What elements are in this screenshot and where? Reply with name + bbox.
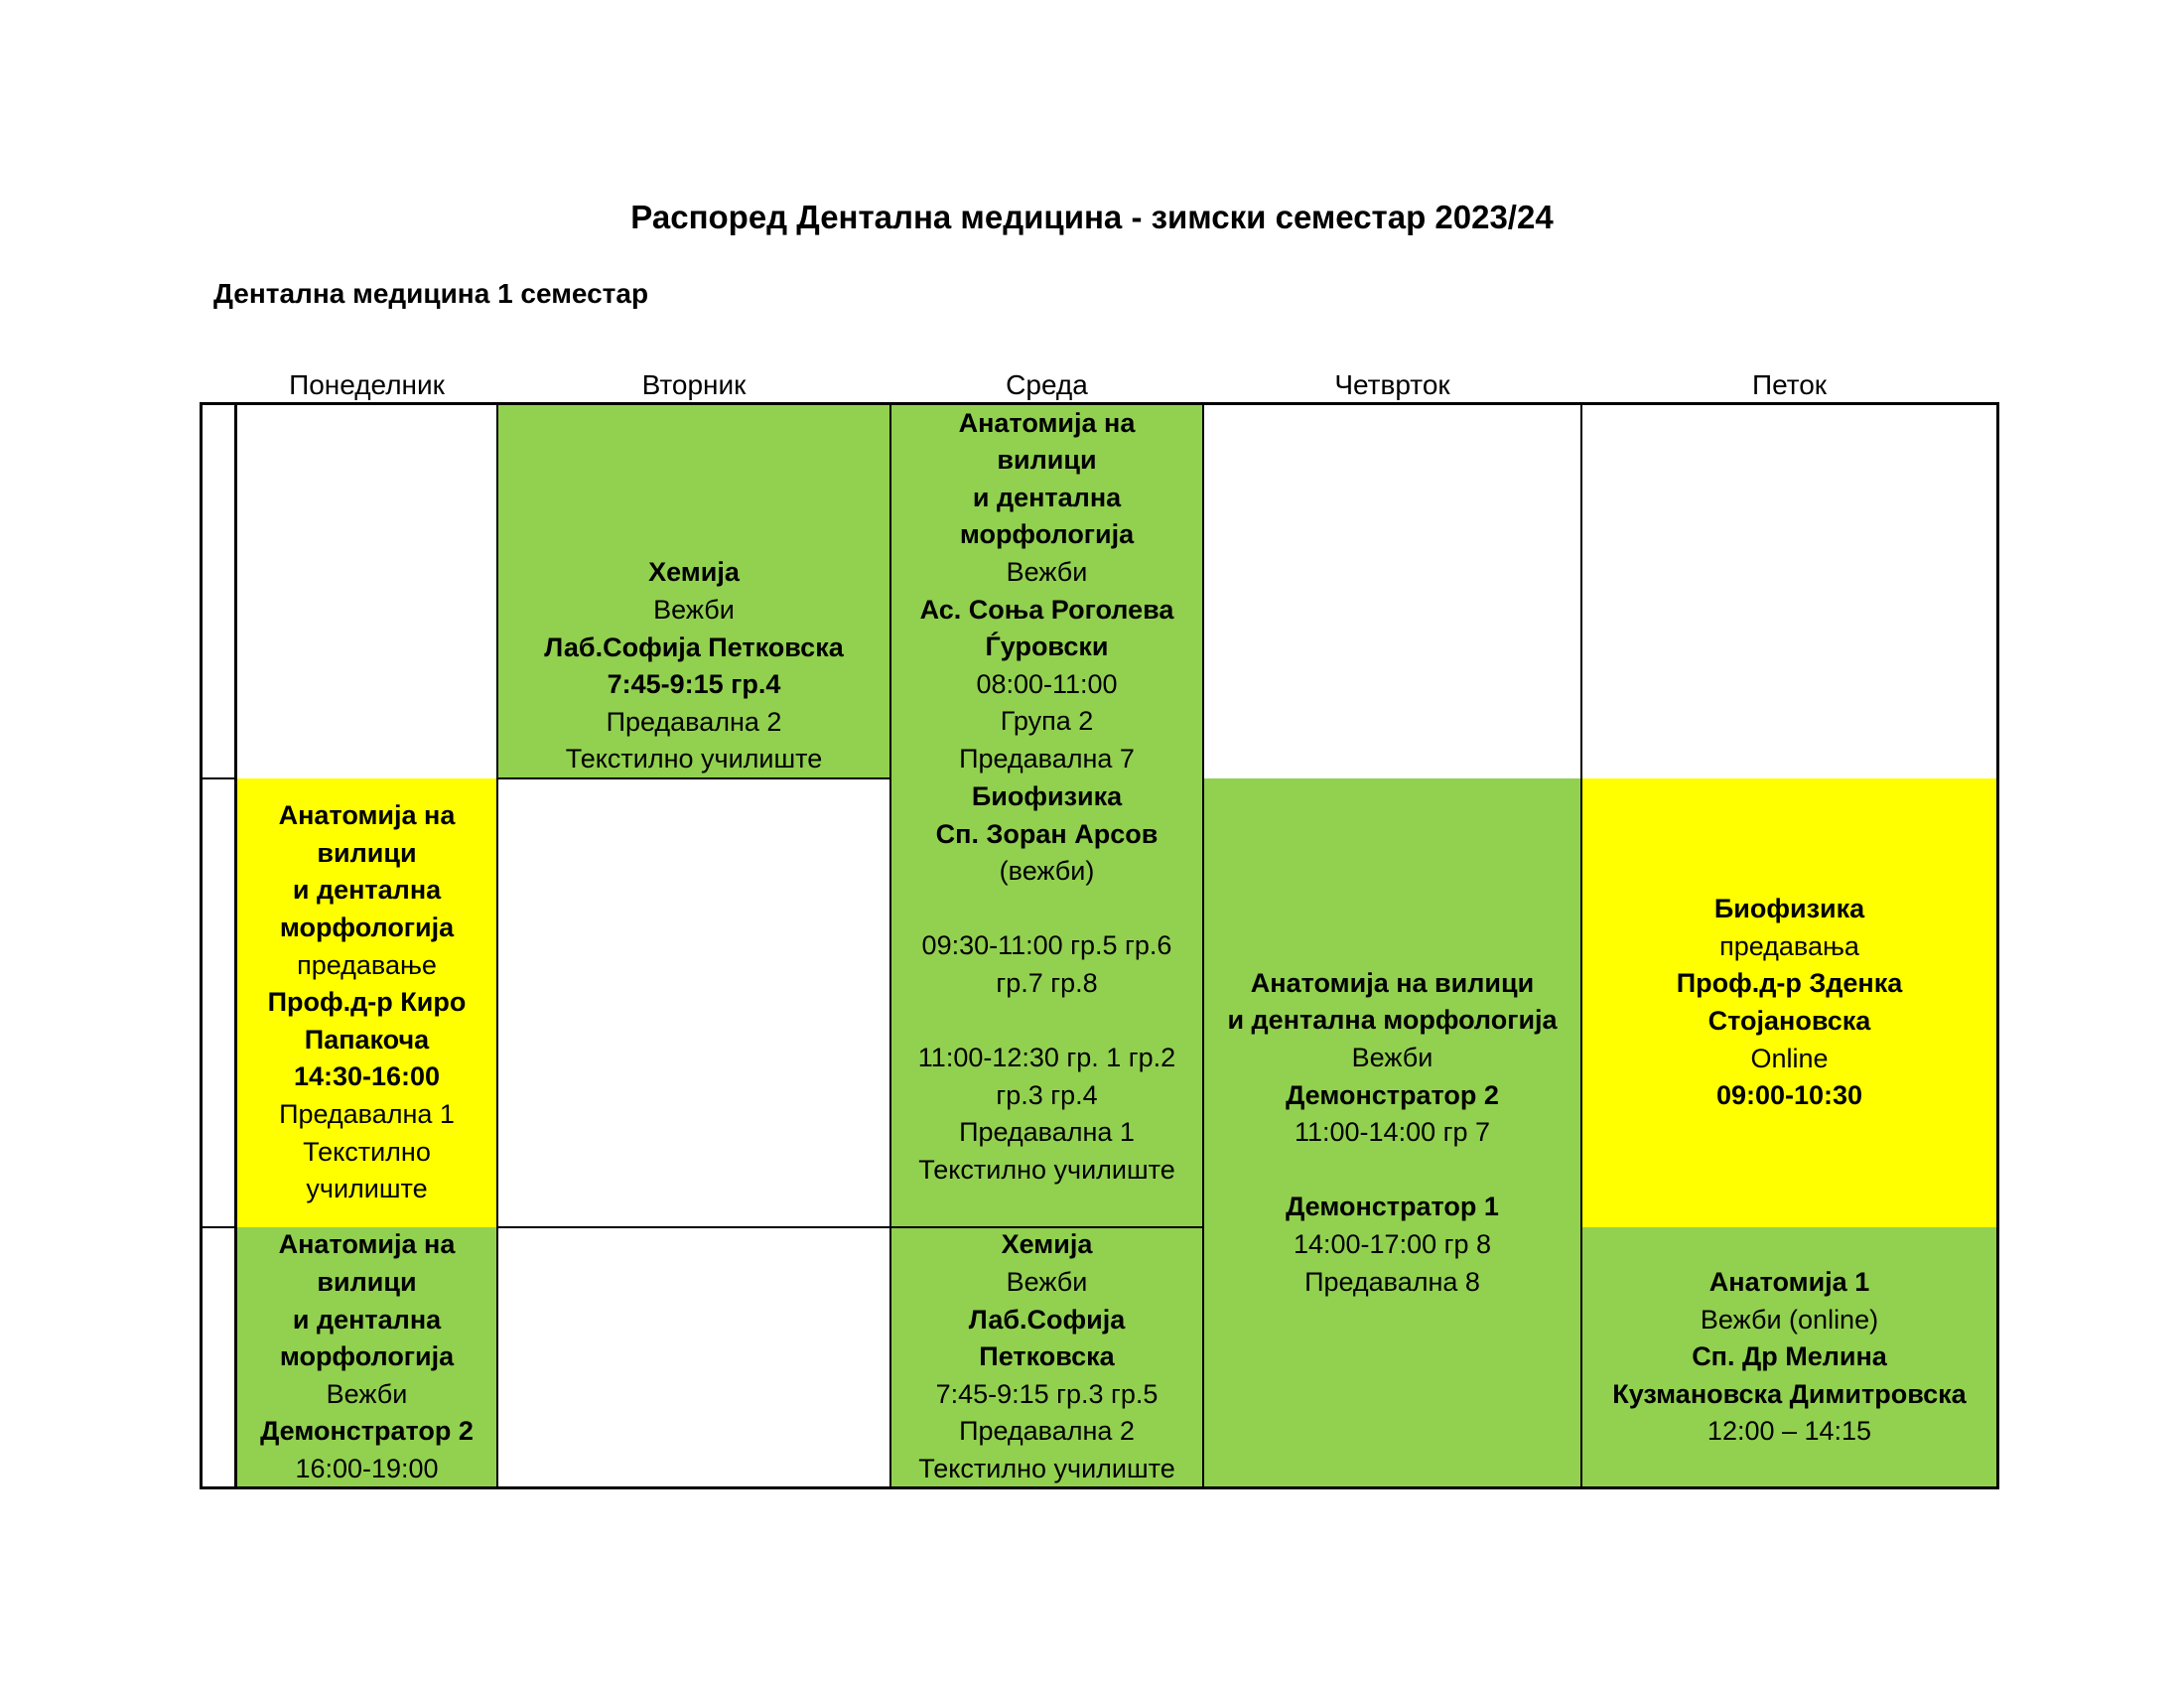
- table-column-divider: [1202, 402, 1204, 1489]
- cell-text-line: 09:30-11:00 гр.5 гр.6: [921, 930, 1172, 961]
- cell-text-line: Предавална 1: [279, 1098, 455, 1129]
- cell-text-line: гр.3 гр.4: [996, 1079, 1098, 1110]
- cell-text-line: Предавална 7: [959, 743, 1135, 774]
- cell-text-line: Вежби: [1351, 1043, 1433, 1073]
- cell-text-line: (вежби): [999, 856, 1095, 887]
- cell-text-line: 16:00-19:00: [295, 1453, 439, 1483]
- cell-text-line: Демонстратор 2: [260, 1416, 474, 1447]
- day-header-monday: Понеделник: [289, 369, 445, 400]
- cell-text-line: Online: [1750, 1043, 1829, 1073]
- cell-text-line: Анатомија на вилици: [1250, 967, 1535, 998]
- cell-text-line: Сп. Зоран Арсов: [935, 818, 1159, 849]
- cell-tuesday-slot-1: [497, 404, 890, 778]
- table-column-divider: [496, 402, 498, 1489]
- cell-text-line: [1043, 891, 1051, 928]
- table-row-divider: [200, 777, 236, 779]
- cell-wednesday-slot-1: [890, 404, 1203, 778]
- table-column-divider: [1580, 402, 1582, 1489]
- cell-text-line: [1043, 1003, 1051, 1041]
- document-title: Распоред Дентална медицина - зимски семестар 2023/24: [630, 199, 1554, 235]
- cell-text-line: Текстилно училиште: [918, 1453, 1175, 1483]
- cell-text-line: 11:00-12:30 гр. 1 гр.2: [917, 1043, 1176, 1073]
- cell-text-line: Демонстратор 1: [1286, 1192, 1499, 1222]
- cell-text-line: Вежби: [1006, 556, 1088, 587]
- cell-friday-slot-1: [1581, 404, 1997, 778]
- cell-text-line: училиште: [306, 1174, 428, 1204]
- cell-text-line: Стојановска: [1707, 1006, 1871, 1036]
- table-column-divider: [234, 402, 237, 1489]
- cell-text-line: Предавална 1: [959, 1117, 1135, 1148]
- cell-text-line: предавање: [297, 949, 437, 980]
- cell-text-line: вилици: [317, 1267, 417, 1298]
- table-border-bottom: [200, 1486, 1998, 1489]
- cell-text-line: Вежби (online): [1700, 1304, 1879, 1335]
- table-row-divider: [497, 777, 890, 779]
- cell-friday-slot-2: [1581, 778, 1997, 1227]
- cell-monday-slot-2: [236, 778, 497, 1227]
- cell-text-line: Лаб.Софија: [968, 1304, 1126, 1335]
- table-border-left: [200, 402, 203, 1489]
- cell-text-line: Вежби: [326, 1378, 408, 1409]
- cell-text-line: Хемија: [1001, 1229, 1093, 1260]
- cell-thursday-slot-1: [1203, 404, 1581, 778]
- day-header-friday: Петок: [1751, 369, 1828, 400]
- cell-text-line: Папакоча: [304, 1024, 430, 1055]
- cell-text-line: морфологија: [279, 913, 455, 943]
- cell-text-line: и дентална: [292, 1304, 442, 1335]
- cell-friday-slot-3: [1581, 1227, 1997, 1487]
- cell-text-line: морфологија: [959, 519, 1135, 550]
- day-header-wednesday: Среда: [1006, 369, 1088, 400]
- cell-text-line: Хемија: [648, 557, 740, 588]
- table-row-divider: [497, 1226, 890, 1228]
- cell-text-line: Текстилно: [303, 1136, 431, 1167]
- cell-text-line: [1389, 1152, 1397, 1190]
- cell-text-line: Проф.д-р Зденка: [1676, 968, 1903, 999]
- cell-text-line: 14:30-16:00: [293, 1061, 441, 1092]
- cell-text-line: Ас. Соња Роголева: [919, 594, 1174, 625]
- table-border-right: [1996, 402, 1999, 1489]
- cell-text-line: вилици: [997, 445, 1097, 476]
- cell-text-line: гр.7 гр.8: [996, 967, 1098, 998]
- table-border-top: [200, 402, 1998, 405]
- cell-text-line: Анатомија на: [958, 407, 1136, 438]
- day-header-tuesday: Вторник: [641, 369, 747, 400]
- cell-tuesday-slot-2: [497, 778, 890, 1227]
- cell-text-line: и дентална: [292, 875, 442, 906]
- cell-text-line: 12:00 – 14:15: [1706, 1416, 1872, 1447]
- table-column-divider: [889, 402, 891, 1489]
- cell-text-line: 08:00-11:00: [976, 668, 1118, 699]
- cell-text-line: Анатомија на: [278, 1229, 456, 1260]
- cell-text-line: Лаб.Софија Петковска: [544, 632, 844, 662]
- cell-text-line: 7:45-9:15 гр.4: [607, 669, 781, 700]
- cell-wednesday-slot-2: [890, 778, 1203, 1227]
- cell-text-line: вилици: [317, 837, 417, 868]
- cell-text-line: и дентална: [972, 482, 1122, 512]
- cell-text-line: Демонстратор 2: [1286, 1079, 1499, 1110]
- cell-text-line: Предавална 8: [1304, 1266, 1480, 1297]
- cell-text-line: морфологија: [279, 1341, 455, 1372]
- cell-text-line: Предавална 2: [959, 1416, 1135, 1447]
- cell-text-line: Текстилно училиште: [918, 1154, 1175, 1185]
- cell-text-line: Петковска: [979, 1341, 1115, 1372]
- cell-text-line: Биофизика: [971, 781, 1123, 811]
- cell-text-line: 7:45-9:15 гр.3 гр.5: [935, 1378, 1159, 1409]
- cell-text-line: Анатомија 1: [1708, 1267, 1870, 1298]
- cell-thursday-slot-2-3: [1203, 778, 1581, 1487]
- cell-text-line: Вежби: [1006, 1267, 1088, 1298]
- cell-text-line: Предавална 2: [606, 706, 782, 737]
- cell-text-line: Проф.д-р Киро: [267, 987, 467, 1018]
- day-header-thursday: Четврток: [1334, 369, 1450, 400]
- cell-text-line: Ѓуровски: [985, 632, 1109, 662]
- cell-text-line: Вежби: [653, 595, 735, 626]
- cell-text-line: и дентална морфологија: [1227, 1005, 1558, 1036]
- table-row-divider: [200, 1226, 236, 1228]
- cell-tuesday-slot-3: [497, 1227, 890, 1487]
- cell-wednesday-slot-3: [890, 1227, 1203, 1487]
- cell-text-line: Текстилно училиште: [565, 744, 823, 774]
- cell-text-line: 09:00-10:30: [1715, 1080, 1863, 1111]
- cell-text-line: Биофизика: [1713, 894, 1865, 924]
- document-subtitle: Дентална медицина 1 семестар: [213, 278, 649, 309]
- table-row-divider: [890, 1226, 1203, 1228]
- cell-text-line: 11:00-14:00 гр 7: [1294, 1117, 1490, 1148]
- cell-monday-slot-3: [236, 1227, 497, 1487]
- cell-text-line: Кузмановска Димитровска: [1612, 1378, 1967, 1409]
- cell-text-line: предавања: [1719, 930, 1859, 961]
- cell-text-line: Група 2: [1000, 706, 1094, 737]
- cell-monday-slot-1: [236, 404, 497, 778]
- cell-text-line: Сп. Др Мелина: [1692, 1341, 1887, 1372]
- cell-text-line: 14:00-17:00 гр 8: [1293, 1228, 1491, 1259]
- cell-text-line: Анатомија на: [278, 800, 456, 831]
